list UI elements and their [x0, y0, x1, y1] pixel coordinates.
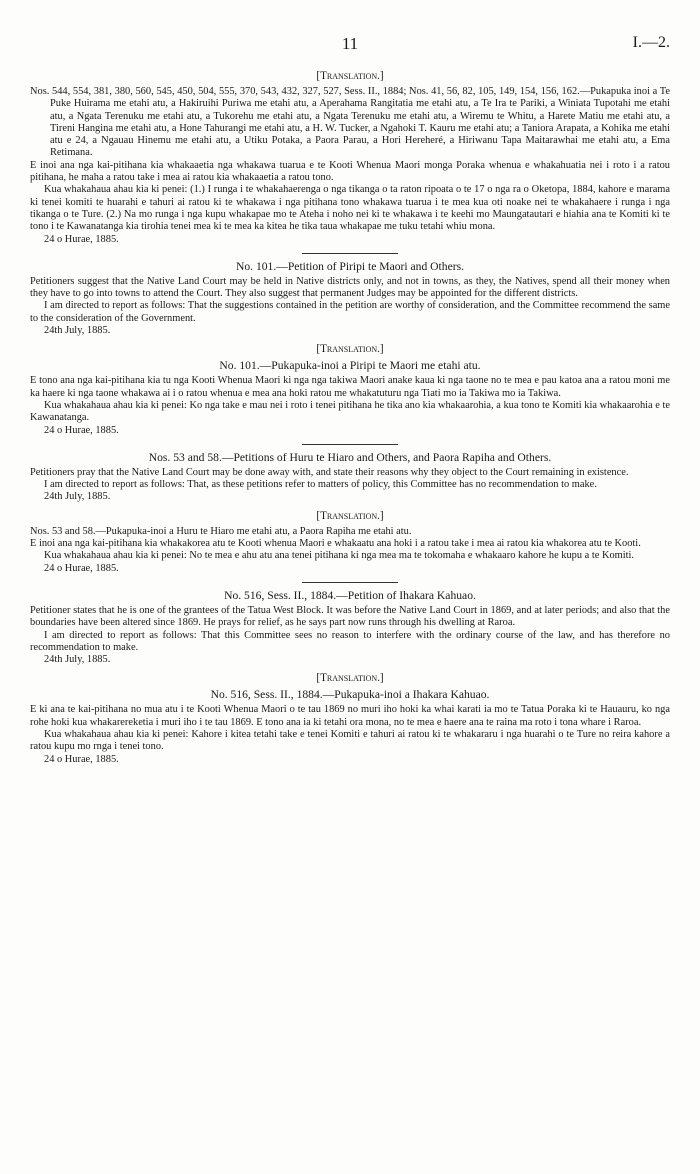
committee-report: Kua whakahaua ahau kia ki penei: Kahore i kitea tetahi take e tenei Komiti e tahuri ai ratou ki te whakararu i nga huarahi o te Ture no reira kahore a ratou kupu mo rnga i tenei tono.: [30, 728, 670, 753]
petition-summary: Petitioners suggest that the Native Land Court may be held in Native districts only, and not in towns, as they, the Natives, spend all their money when they have to go into towns to attend the Court. They also suggest that permanent Judges may be appointed for the different districts.: [30, 275, 670, 300]
petition-title: No. 101.—Pukapuka-inoi a Piripi te Maori me etahi atu.: [219, 359, 481, 373]
petition-heading: Nos. 53 and 58.—Pukapuka-inoi a Huru te Hiaro me etahi atu, a Paora Rapiha me etahi atu.: [30, 525, 412, 537]
report-date: 24 o Hurae, 1885.: [44, 424, 119, 436]
report-date: 24 o Hurae, 1885.: [44, 753, 119, 765]
document-body: [30, 70, 670, 766]
committee-report: Kua whakahaua ahau kia ki penei: No te mea e ahu atu ana tenei pitihana ki nga mea ma te tokomaha e whakaaro kahore he kupu a te Komiti.: [44, 550, 635, 562]
petition-summary: Petitioner states that he is one of the grantees of the Tatua West Block. It was before the Native Land Court in 1869, and at later periods; and also that the boundaries have been altered since 1869. He prays for relief, as he says part now runs through his dwelling at Raroa.: [30, 604, 670, 629]
committee-report: Kua whakahaua ahau kia ki penei: (1.) I runga i te whakahaerenga o nga tikanga o ta raton ripoata o te 17 o nga ra o Oketopa, 1884, kahore e marama ki tenei komiti te huarahi e tahuri ai ratou ki te whakawa i nga pitihana tono whakawa tuarua i te mea kua oti noake nei te whakahaere i runga i nga tikanga o te Ture. (2.) Na mo runga i nga kupu whakapae mo te Ateha i noho nei ki te whakawa i te keehi mo Maungatautari e hiahia ana te Komiti ki te tono i te Kawanatanga kia tirohia tenei mea ki te mea ka kitea he tika taua whakapae me tuku tetahi whiu mona.: [30, 184, 670, 233]
translation-label: [Translation.]: [316, 672, 384, 685]
committee-report: I am directed to report as follows: That, as these petitions refer to matters of policy, this Committee has no recommendation to make.: [44, 479, 597, 491]
petition-title: No. 101.—Petition of Piripi te Maori and Others.: [236, 259, 464, 273]
section-divider: [302, 582, 398, 583]
petition-title: No. 516, Sess. II., 1884.—Petition of Ihakara Kahuao.: [224, 588, 476, 602]
report-date: 24th July, 1885.: [44, 654, 111, 666]
section-divider: [302, 444, 398, 445]
petition-heading: Nos. 544, 554, 381, 380, 560, 545, 450, 504, 555, 370, 543, 432, 327, 527, Sess. II., 1884; Nos. 41, 56, 82, 105, 149, 154, 156, 162.—Pukapuka inoi a Te Puke Huirama me etahi atu, a Hakiruihi Puriwa me etahi atu, a Aperahama Rangitatia me etahi atu, a Te Ira te Pariki, a Winiata Tupotahi me etahi atu, a Ngata Terenuku me etahi atu, a Tukorehu me etahi atu, a Ngata Terenuku me etahi atu, a Wiremu te Whitu, a Harete Matiu me etahi atu, a Tireni Hangina me etahi atu, a Hone Tahurangi me etahi atu, a H. W. Tucker, a Ngahoki T. Kauru me etahi atu; a Taniora Arapata, a Kohika me etahi atu e 24, a Ngauau Hinemu me etahi atu, a Utiku Potaka, a Paora Parau, a Hori Hereheré, a Hiriwanu Tapa Maitarawhai me etahi atu, a Ema Retimana.: [30, 86, 670, 159]
petition-summary: E ki ana te kai-pitihana no mua atu i te Kooti Whenua Maori o te tau 1869 no muri iho hoki ka whai karati ia mo te Tatua Poraka ki te Hauauru, ko nga rohe hoki kua whakarereketia i muri iho i te tau 1869. E tono ana ia ki tetahi ora mona, no te mea e haere ana te raina ma roto i tona whare i Raroa.: [30, 704, 670, 728]
petition-title: No. 516, Sess. II., 1884.—Pukapuka-inoi a Ihakara Kahuao.: [210, 688, 490, 702]
paper-reference: I.—2.: [632, 34, 670, 51]
committee-report: Kua whakahaua ahau kia ki penei: Ko nga take e mau nei i roto i tenei pitihana he tika ano kia whakaarohia, a kua tono te Komiti kia whakaarohia e te Kawanatanga.: [30, 399, 670, 424]
committee-report: I am directed to report as follows: That the suggestions contained in the petition are worthy of consideration, and the Committee recommend the same to the consideration of the Government.: [30, 300, 670, 324]
petition-summary: Petitioners pray that the Native Land Court may be done away with, and state their reasons why they object to the Court remaining in existence.: [30, 466, 629, 478]
petition-title: Nos. 53 and 58.—Petitions of Huru te Hiaro and Others, and Paora Rapiha and Others.: [148, 450, 552, 464]
petition-summary: E inoi ana nga kai-pitihana kia whakakorea atu te Kooti whenua Maori e whakaatu ana hoki i a ratou take i mea ai ratou kia whakorea atu te Kooti.: [30, 538, 641, 550]
report-date: 24th July, 1885.: [44, 325, 111, 337]
report-date: 24 o Hurae, 1885.: [44, 562, 119, 574]
report-date: 24 o Hurae, 1885.: [44, 233, 119, 245]
translation-label: [Translation.]: [316, 343, 384, 356]
report-date: 24th July, 1885.: [44, 491, 111, 503]
page-header: [30, 34, 670, 64]
section-divider: [302, 253, 398, 254]
translation-label: [Translation.]: [316, 509, 384, 522]
document-page: [30, 0, 670, 766]
petition-summary: E inoi ana nga kai-pitihana kia whakaaetia nga whakawa tuarua e te Kooti Whenua Maori monga Poraka whenua e whakahuatia nei i roto i a ratou pitihana, he maha a ratou take i mea ai ratou kia whakaaetia a ratou tono.: [30, 159, 670, 184]
translation-label: [Translation.]: [316, 70, 384, 82]
committee-report: I am directed to report as follows: That this Committee sees no reason to interfere with the ordinary course of the law, and has therefore no recommendation to make.: [30, 629, 670, 653]
petition-summary: E tono ana nga kai-pitihana kia tu nga Kooti Whenua Maori ki nga nga takiwa Maori anake kaua ki nga taone no te mea e pau katoa ana a ratou moni me ka haere ki nga taone whakawa ai i o ratou whenua e mea ana hoki ratou me whakatuturu nga Tiati mo ia Takiwa mo ia Takiwa.: [30, 375, 670, 399]
page-number: 11: [341, 34, 359, 53]
